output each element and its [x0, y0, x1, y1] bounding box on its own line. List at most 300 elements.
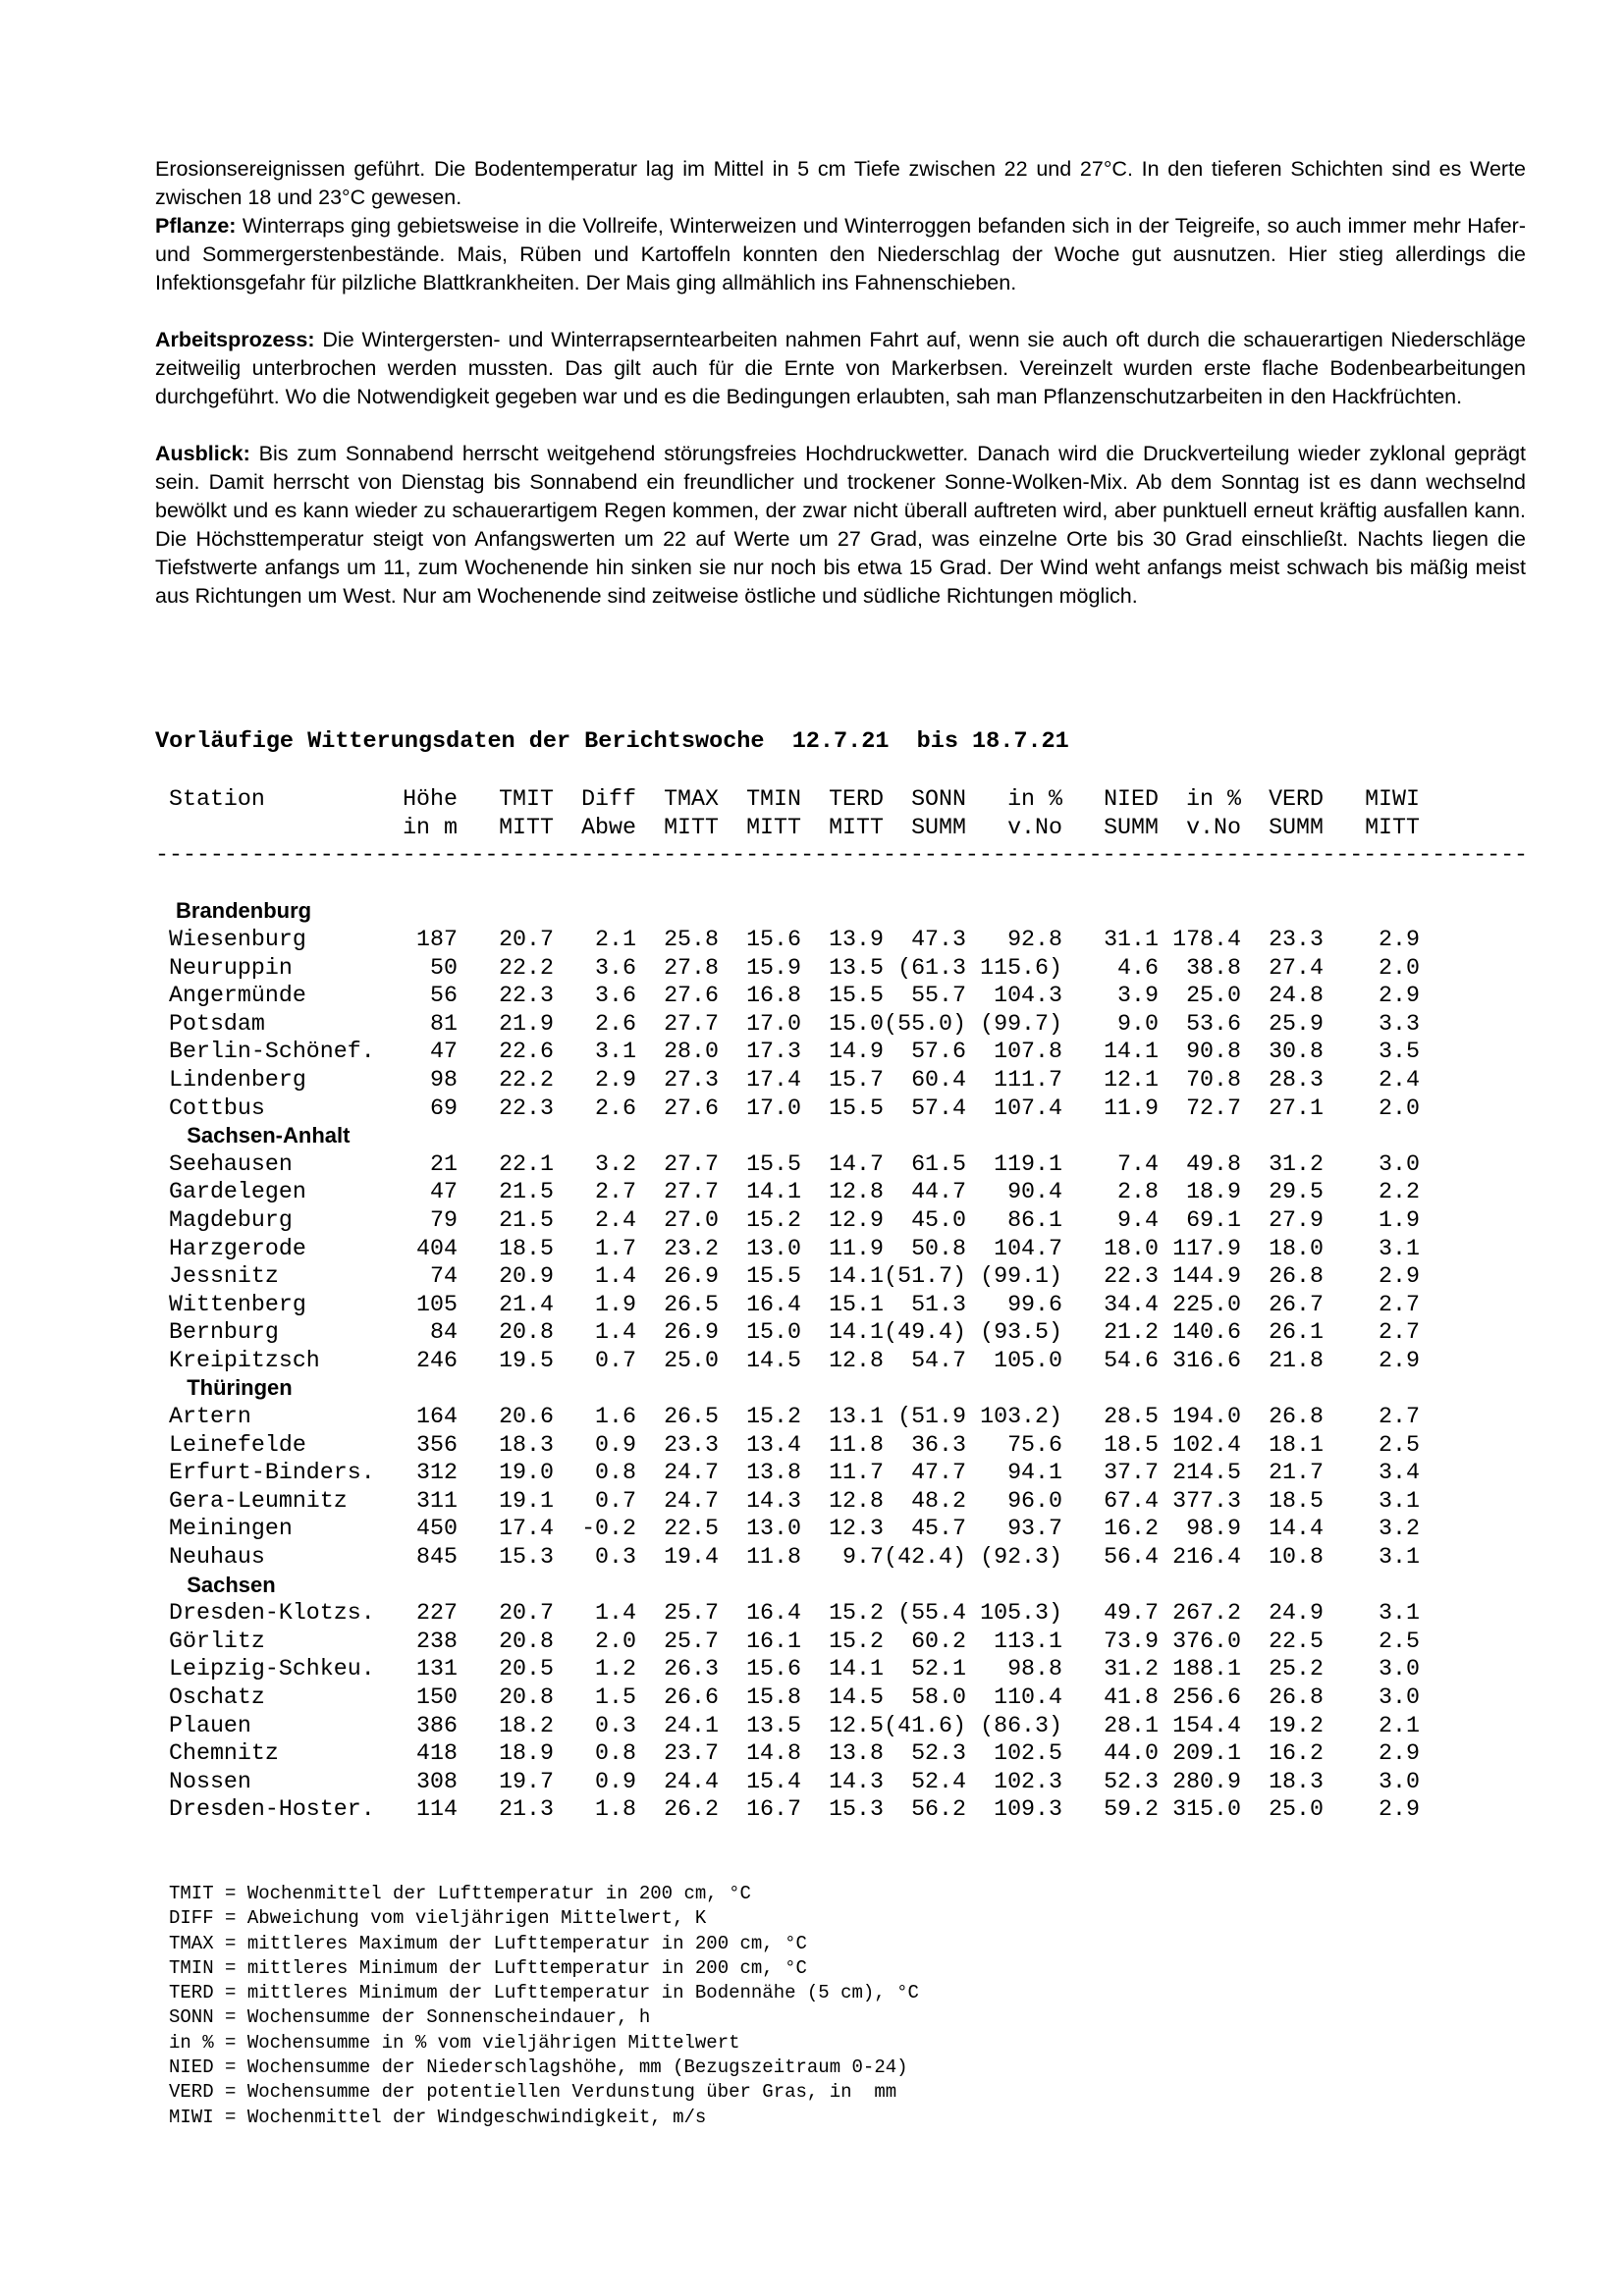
table-cell: 0.3 [595, 1544, 636, 1571]
table-cell: 3.1 [595, 1039, 636, 1065]
table-cell: 55.7 [911, 983, 966, 1009]
table-cell: TMAX [664, 786, 719, 812]
table-cell: 2.9 [1379, 1263, 1420, 1290]
table-row [155, 1150, 1420, 1179]
table-cell: 14.7 [829, 1150, 884, 1177]
region-heading: Sachsen [187, 1572, 276, 1597]
table-cell: 15.5 [746, 1150, 801, 1177]
table-cell: Görlitz [169, 1628, 265, 1654]
table-cell: 1.4 [595, 1263, 636, 1290]
table-cell: 3.6 [595, 983, 636, 1009]
table-cell: 98.8 [1007, 1656, 1062, 1682]
table-cell: 9.7 [842, 1544, 884, 1571]
table-cell: 79 [430, 1206, 458, 1233]
table-row [155, 1206, 1420, 1235]
table-cell: 225.0 [1172, 1291, 1241, 1317]
intro-paragraph: Erosionsereignissen geführt. Die Bodentemperatur lag im Mittel in 5 cm Tiefe zwischen 22 und 27°C. In den tieferen Schichten sind es Werte zwischen 18 und 23°C gewesen. [155, 157, 1526, 209]
table-cell: 27.4 [1269, 954, 1324, 981]
table-cell: 52.3 [1104, 1768, 1159, 1794]
table-cell: TMIN [746, 786, 801, 812]
table-cell: 49.8 [1186, 1150, 1241, 1177]
table-cell: 47.3 [911, 926, 966, 952]
table-cell: 104.7 [994, 1235, 1062, 1261]
table-cell: 14.3 [829, 1768, 884, 1794]
table-cell: (86.3) [980, 1712, 1062, 1738]
table-cell: Angermünde [169, 983, 306, 1009]
table-cell: 17.4 [499, 1516, 554, 1542]
table-cell: 107.8 [994, 1039, 1062, 1065]
table-cell: 2.7 [1379, 1319, 1420, 1346]
table-cell: 19.7 [499, 1768, 554, 1794]
pflanze-text: Winterraps ging gebietsweise in die Vollreife, Winterweizen und Winterroggen befanden sich in der Teigreife, so auch immer mehr Hafer- und Sommergerstenbestände. Mais, Rüben und Kartoffeln konnten den Niederschlag der Woche gut ausnutzen. Hier stieg allerdings die Infektionsgefahr für pilzliche Blattkrankheiten. Der Mais ging allmählich ins Fahnenschieben. [155, 214, 1526, 294]
table-cell: Wittenberg [169, 1291, 306, 1317]
table-cell: 15.4 [746, 1768, 801, 1794]
table-cell: 25.7 [664, 1628, 719, 1654]
table-cell: 56.2 [911, 1796, 966, 1823]
table-cell: VERD [1269, 786, 1324, 812]
table-row [155, 1318, 1420, 1347]
table-cell: 26.8 [1269, 1684, 1324, 1710]
table-cell: 21.9 [499, 1010, 554, 1037]
table-cell: 9.0 [1117, 1010, 1159, 1037]
table-cell: Dresden-Klotzs. [169, 1600, 375, 1627]
table-cell: 20.9 [499, 1263, 554, 1290]
table-cell: 75.6 [1007, 1431, 1062, 1458]
table-cell: Erfurt-Binders. [169, 1460, 375, 1486]
table-cell: (49.4) [884, 1319, 966, 1346]
table-cell: 27.6 [664, 983, 719, 1009]
table-cell: 17.0 [746, 1095, 801, 1121]
table-cell: 3.0 [1379, 1656, 1420, 1682]
table-cell: 28.5 [1104, 1404, 1159, 1430]
table-cell: 2.6 [595, 1095, 636, 1121]
table-cell: 61.5 [911, 1150, 966, 1177]
table-cell: 1.7 [595, 1235, 636, 1261]
legend-line: NIED = Wochensumme der Niederschlagshöhe, mm (Bezugszeitraum 0-24) [169, 2056, 908, 2079]
table-cell: 356 [416, 1431, 458, 1458]
table-cell: 23.2 [664, 1235, 719, 1261]
table-cell: 19.0 [499, 1460, 554, 1486]
legend-line: TMIT = Wochenmittel der Lufttemperatur in 200 cm, °C [169, 1883, 751, 1904]
table-cell: 13.1 [829, 1404, 884, 1430]
table-cell: 102.3 [994, 1768, 1062, 1794]
weather-data-table [155, 785, 1529, 1824]
table-cell: 14.1 [746, 1179, 801, 1205]
table-cell: 105.3) [980, 1600, 1062, 1627]
table-cell: 15.2 [829, 1600, 884, 1627]
table-cell: 12.5 [829, 1712, 884, 1738]
table-cell: 15.0 [746, 1319, 801, 1346]
table-cell: 103.2) [980, 1404, 1062, 1430]
table-cell: Nossen [169, 1768, 251, 1794]
table-cell: 25.7 [664, 1600, 719, 1627]
table-cell: 21.3 [499, 1796, 554, 1823]
table-cell: 16.8 [746, 983, 801, 1009]
table-cell: 49.7 [1104, 1600, 1159, 1627]
table-cell: 2.8 [1117, 1179, 1159, 1205]
table-cell: 31.2 [1269, 1150, 1324, 1177]
table-row [155, 954, 1420, 983]
table-cell: 2.6 [595, 1010, 636, 1037]
table-cell: 11.8 [746, 1544, 801, 1571]
table-cell: 20.8 [499, 1684, 554, 1710]
table-cell: 20.6 [499, 1404, 554, 1430]
table-cell: 187 [416, 926, 458, 952]
table-cell: (41.6) [884, 1712, 966, 1738]
table-cell: 2.5 [1379, 1628, 1420, 1654]
table-cell: 92.8 [1007, 926, 1062, 952]
table-cell: 3.0 [1379, 1150, 1420, 1177]
table-cell: 73.9 [1104, 1628, 1159, 1654]
table-cell: 14.8 [746, 1740, 801, 1767]
table-cell: 14.1 [1104, 1039, 1159, 1065]
table-cell: 90.4 [1007, 1179, 1062, 1205]
table-cell: 238 [416, 1628, 458, 1654]
table-cell: 119.1 [994, 1150, 1062, 1177]
table-cell: 13.5 [746, 1712, 801, 1738]
table-cell: 2.0 [595, 1628, 636, 1654]
table-cell: 52.3 [911, 1740, 966, 1767]
table-cell: 11.9 [1104, 1095, 1159, 1121]
table-cell: 25.0 [1186, 983, 1241, 1009]
table-cell: 2.7 [595, 1179, 636, 1205]
table-cell: Meiningen [169, 1516, 293, 1542]
table-cell: 27.7 [664, 1150, 719, 1177]
table-cell: 47.7 [911, 1460, 966, 1486]
table-cell: 15.6 [746, 1656, 801, 1682]
table-cell: 60.4 [911, 1066, 966, 1093]
table-cell: 27.7 [664, 1179, 719, 1205]
table-cell: 18.5 [1269, 1487, 1324, 1514]
table-cell: (42.4) [884, 1544, 966, 1571]
table-cell: 2.9 [1379, 1796, 1420, 1823]
table-cell: 18.3 [1269, 1768, 1324, 1794]
arbeitsprozess-paragraph [155, 326, 1526, 411]
table-cell: 99.6 [1007, 1291, 1062, 1317]
table-cell: 14.1 [829, 1656, 884, 1682]
table-cell: 386 [416, 1712, 458, 1738]
table-cell: 2.4 [1379, 1066, 1420, 1093]
table-cell: 3.2 [595, 1150, 636, 1177]
table-row [155, 1459, 1420, 1487]
table-cell: 14.1 [829, 1263, 884, 1290]
table-cell: 25.2 [1269, 1656, 1324, 1682]
table-row [155, 1515, 1420, 1543]
table-separator: ---------------------------------------------------------------------------------------------------- [155, 842, 1529, 869]
table-cell: Chemnitz [169, 1740, 279, 1767]
pflanze-paragraph [155, 212, 1526, 297]
table-row [155, 1768, 1420, 1796]
table-cell: 69 [430, 1095, 458, 1121]
table-cell: TMIT [499, 786, 554, 812]
table-cell: 19.2 [1269, 1712, 1324, 1738]
table-cell: 418 [416, 1740, 458, 1767]
table-cell: Magdeburg [169, 1206, 293, 1233]
table-row [155, 1739, 1420, 1768]
table-cell: Abwe [581, 814, 636, 840]
table-cell: 178.4 [1172, 926, 1241, 952]
table-cell: (55.0) [884, 1010, 966, 1037]
table-cell: SUMM [1269, 814, 1324, 840]
table-row [155, 1095, 1420, 1123]
table-cell: in m [403, 814, 458, 840]
table-cell: 13.5 [829, 954, 884, 981]
table-cell: Plauen [169, 1712, 251, 1738]
table-cell: 24.4 [664, 1768, 719, 1794]
table-cell: 2.1 [595, 926, 636, 952]
table-cell: 44.0 [1104, 1740, 1159, 1767]
table-row [155, 1683, 1420, 1712]
table-cell: 44.7 [911, 1179, 966, 1205]
table-cell: 67.4 [1104, 1487, 1159, 1514]
table-cell: 13.0 [746, 1516, 801, 1542]
legend-line: in % = Wochensumme in % vom vieljährigen Mittelwert [169, 2031, 740, 2054]
table-cell: 34.4 [1104, 1291, 1159, 1317]
table-cell: 45.0 [911, 1206, 966, 1233]
table-cell: 110.4 [994, 1684, 1062, 1710]
table-cell: 22.3 [499, 1095, 554, 1121]
table-cell: 20.5 [499, 1656, 554, 1682]
table-cell: SUMM [911, 814, 966, 840]
legend-line: TMAX = mittleres Maximum der Lufttemperatur in 200 cm, °C [169, 1932, 807, 1954]
table-cell: 15.7 [829, 1066, 884, 1093]
table-cell: 90.8 [1186, 1039, 1241, 1065]
table-cell: (51.9 [897, 1404, 966, 1430]
table-cell: in % [1186, 786, 1241, 812]
table-cell: MITT [829, 814, 884, 840]
table-cell: 28.1 [1104, 1712, 1159, 1738]
table-cell: 1.2 [595, 1656, 636, 1682]
table-cell: 3.1 [1379, 1544, 1420, 1571]
table-title: Vorläufige Witterungsdaten der Berichtswoche 12.7.21 bis 18.7.21 [155, 728, 1069, 755]
ausblick-text: Bis zum Sonnabend herrscht weitgehend störungsfreies Hochdruckwetter. Danach wird die Druckverteilung wieder zyklonal geprägt sein. Damit herrscht von Dienstag bis Sonnabend ein freundlicher und trockener Sonne-Wolken-Mix. Ab dem Sonntag ist es dann wechselnd bewölkt und es kann wieder zu schauerartigem Regen kommen, der zwar nicht überall auftreten wird, aber punktuell erneut kräftig ausfallen kann. Die Höchsttemperatur steigt von Anfangswerten um 22 auf Werte um 27 Grad, was einzelne Orte bis 30 Grad einschließt. Nachts liegen die Tiefstwerte anfangs um 11, zum Wochenende hin sinken sie nur noch bis etwa 15 Grad. Der Wind weht anfangs meist schwach bis mäßig meist aus Richtungen um West. Nur am Wochenende sind zeitweise östliche und südliche Richtungen möglich. [155, 442, 1526, 608]
table-cell: 267.2 [1172, 1600, 1241, 1627]
table-cell: 19.4 [664, 1544, 719, 1571]
table-cell: 15.5 [829, 1095, 884, 1121]
table-cell: 845 [416, 1544, 458, 1571]
table-cell: Artern [169, 1404, 251, 1430]
table-cell: Gardelegen [169, 1179, 306, 1205]
table-cell: 58.0 [911, 1684, 966, 1710]
table-cell: 12.8 [829, 1179, 884, 1205]
table-cell: 19.1 [499, 1487, 554, 1514]
table-cell: 0.7 [595, 1347, 636, 1373]
table-cell: 2.1 [1379, 1712, 1420, 1738]
table-cell: Gera-Leumnitz [169, 1487, 348, 1514]
pflanze-label: Pflanze: [155, 214, 237, 238]
table-cell: 20.8 [499, 1628, 554, 1654]
table-cell: 26.9 [664, 1263, 719, 1290]
table-cell: 13.4 [746, 1431, 801, 1458]
table-cell: 404 [416, 1235, 458, 1261]
table-cell: 26.7 [1269, 1291, 1324, 1317]
table-cell: 16.7 [746, 1796, 801, 1823]
table-cell: 131 [416, 1656, 458, 1682]
table-cell: 15.5 [746, 1263, 801, 1290]
table-cell: 22.3 [1104, 1263, 1159, 1290]
table-cell: 31.1 [1104, 926, 1159, 952]
table-cell: 246 [416, 1347, 458, 1373]
table-row [155, 1235, 1420, 1263]
table-cell: 1.9 [1379, 1206, 1420, 1233]
table-cell: Potsdam [169, 1010, 265, 1037]
table-cell: TERD [829, 786, 884, 812]
table-cell: 3.1 [1379, 1235, 1420, 1261]
table-cell: 26.9 [664, 1319, 719, 1346]
table-cell: Station [169, 786, 265, 812]
table-cell: 26.5 [664, 1291, 719, 1317]
table-cell: Lindenberg [169, 1066, 306, 1093]
table-cell: 376.0 [1172, 1628, 1241, 1654]
table-cell: 94.1 [1007, 1460, 1062, 1486]
table-cell: 86.1 [1007, 1206, 1062, 1233]
table-cell: 18.9 [499, 1740, 554, 1767]
table-cell: Leinefelde [169, 1431, 306, 1458]
table-cell: 47 [430, 1179, 458, 1205]
table-cell: 15.3 [499, 1544, 554, 1571]
table-cell: Kreipitzsch [169, 1347, 320, 1373]
table-cell: 22.2 [499, 1066, 554, 1093]
table-cell: 3.1 [1379, 1487, 1420, 1514]
table-cell: 315.0 [1172, 1796, 1241, 1823]
table-cell: 18.9 [1186, 1179, 1241, 1205]
table-cell: 102.5 [994, 1740, 1062, 1767]
table-cell: 18.5 [1104, 1431, 1159, 1458]
table-cell: (99.7) [980, 1010, 1062, 1037]
table-cell: 70.8 [1186, 1066, 1241, 1093]
table-cell: 13.0 [746, 1235, 801, 1261]
table-cell: 18.5 [499, 1235, 554, 1261]
table-cell: 12.8 [829, 1347, 884, 1373]
table-cell: 3.5 [1379, 1039, 1420, 1065]
table-cell: 57.4 [911, 1095, 966, 1121]
table-cell: 105 [416, 1291, 458, 1317]
table-cell: 51.3 [911, 1291, 966, 1317]
table-cell: 15.2 [746, 1404, 801, 1430]
table-cell: 3.3 [1379, 1010, 1420, 1037]
table-cell: Cottbus [169, 1095, 265, 1121]
table-cell: 311 [416, 1487, 458, 1514]
table-cell: 24.7 [664, 1487, 719, 1514]
table-cell: 15.6 [746, 926, 801, 952]
table-cell: 0.8 [595, 1460, 636, 1486]
table-cell: 15.1 [829, 1291, 884, 1317]
table-cell: 17.3 [746, 1039, 801, 1065]
table-cell: 17.0 [746, 1010, 801, 1037]
table-cell: 2.7 [1379, 1404, 1420, 1430]
arbeitsprozess-text: Die Wintergersten- und Winterrapserntearbeiten nahmen Fahrt auf, wenn sie auch oft durch die schauerartigen Niederschläge zeitweilig unterbrochen werden mussten. Das gilt auch für die Ernte von Markerbsen. Vereinzelt wurden erste flache Bodenbearbeitungen durchgeführt. Wo die Notwendigkeit gegeben war und es die Bedingungen erlaubten, sah man Pflanzenschutzarbeiten in den Hackfrüchten. [155, 328, 1526, 408]
table-cell: 227 [416, 1600, 458, 1627]
table-cell: 56 [430, 983, 458, 1009]
table-cell: 45.7 [911, 1516, 966, 1542]
table-cell: 12.9 [829, 1206, 884, 1233]
table-row [155, 1038, 1420, 1066]
table-cell: 21.7 [1269, 1460, 1324, 1486]
region-heading: Thüringen [187, 1375, 293, 1401]
table-cell: NIED [1104, 786, 1159, 812]
table-cell: 109.3 [994, 1796, 1062, 1823]
table-cell: 15.0 [829, 1010, 884, 1037]
table-cell: 140.6 [1172, 1319, 1241, 1346]
table-cell: 1.9 [595, 1291, 636, 1317]
table-cell: 22.2 [499, 954, 554, 981]
region-heading: Sachsen-Anhalt [187, 1123, 351, 1148]
table-cell: 0.3 [595, 1712, 636, 1738]
table-cell: (55.4 [897, 1600, 966, 1627]
table-cell: 25.9 [1269, 1010, 1324, 1037]
table-cell: 114 [416, 1796, 458, 1823]
table-cell: 23.3 [1269, 926, 1324, 952]
table-cell: 3.2 [1379, 1516, 1420, 1542]
table-cell: 15.9 [746, 954, 801, 981]
legend-line: TERD = mittleres Minimum der Lufttemperatur in Bodennähe (5 cm), °C [169, 1982, 919, 2004]
table-cell: 2.0 [1379, 954, 1420, 981]
table-cell: Höhe [403, 786, 458, 812]
table-cell: 23.3 [664, 1431, 719, 1458]
table-cell: 10.8 [1269, 1544, 1324, 1571]
table-cell: 3.9 [1117, 983, 1159, 1009]
table-cell: 144.9 [1172, 1263, 1241, 1290]
table-cell: 24.1 [664, 1712, 719, 1738]
table-cell: Harzgerode [169, 1235, 306, 1261]
table-cell: 25.8 [664, 926, 719, 952]
table-cell: 26.8 [1269, 1404, 1324, 1430]
table-cell: 69.1 [1186, 1206, 1241, 1233]
table-cell: 150 [416, 1684, 458, 1710]
table-cell: 24.9 [1269, 1600, 1324, 1627]
table-cell: (99.1) [980, 1263, 1062, 1290]
table-cell: 107.4 [994, 1095, 1062, 1121]
table-cell: 31.2 [1104, 1656, 1159, 1682]
table-row [155, 1431, 1420, 1460]
table-cell: 22.3 [499, 983, 554, 1009]
table-cell: SUMM [1104, 814, 1159, 840]
table-cell: 26.1 [1269, 1319, 1324, 1346]
table-cell: 164 [416, 1404, 458, 1430]
table-cell: -0.2 [581, 1516, 636, 1542]
table-cell: 21.5 [499, 1206, 554, 1233]
table-cell: 23.7 [664, 1740, 719, 1767]
table-row [155, 1010, 1420, 1039]
table-cell: 1.5 [595, 1684, 636, 1710]
ausblick-paragraph [155, 440, 1526, 611]
table-cell: 312 [416, 1460, 458, 1486]
table-cell: 98 [430, 1066, 458, 1093]
table-row [155, 1543, 1420, 1572]
table-cell: 30.8 [1269, 1039, 1324, 1065]
table-cell: 20.7 [499, 926, 554, 952]
table-cell: 1.8 [595, 1796, 636, 1823]
table-cell: 13.8 [746, 1460, 801, 1486]
table-cell: 21.4 [499, 1291, 554, 1317]
table-cell: 11.8 [829, 1431, 884, 1458]
table-header-row [155, 814, 1420, 842]
table-cell: 216.4 [1172, 1544, 1241, 1571]
table-cell: 18.2 [499, 1712, 554, 1738]
table-cell: 17.4 [746, 1066, 801, 1093]
table-cell: 7.4 [1117, 1150, 1159, 1177]
table-cell: 96.0 [1007, 1487, 1062, 1514]
table-cell: 47 [430, 1039, 458, 1065]
table-cell: 12.1 [1104, 1066, 1159, 1093]
table-cell: 26.2 [664, 1796, 719, 1823]
report-text [155, 155, 1526, 611]
table-cell: 0.8 [595, 1740, 636, 1767]
table-row [155, 1795, 1420, 1824]
table-cell: (61.3 [897, 954, 966, 981]
table-cell: 209.1 [1172, 1740, 1241, 1767]
table-cell: 3.0 [1379, 1768, 1420, 1794]
